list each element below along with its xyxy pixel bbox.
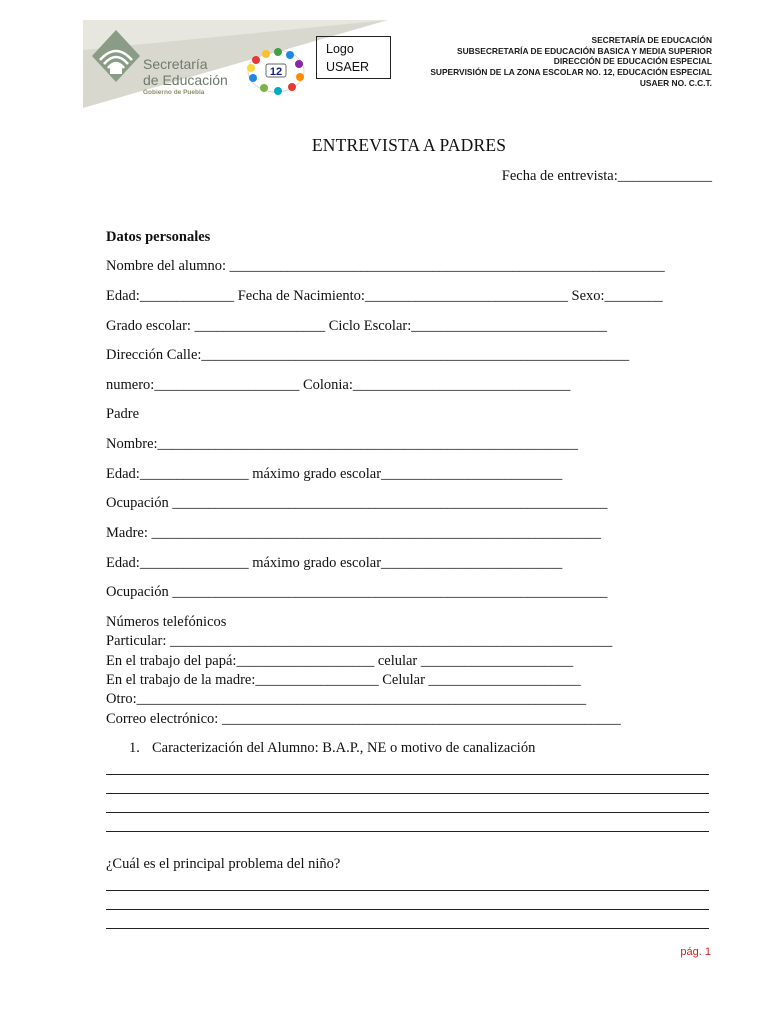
age-birthdate-sex-field[interactable]: Edad:_____________ Fecha de Nacimiento:____________________________ Sexo:________	[106, 288, 663, 304]
father-occupation-field[interactable]: Ocupación ____________________________________________________________	[106, 495, 608, 511]
sep-gov: Gobierno de Puebla	[143, 89, 205, 96]
document-title: ENTREVISTA A PADRES	[311, 135, 507, 155]
mother-age-education-field[interactable]: Edad:_______________ máximo grado escolar_________________________	[106, 555, 563, 571]
question-2-text: ¿Cuál es el principal problema del niño?	[106, 856, 341, 872]
answer-line[interactable]	[106, 890, 709, 891]
answer-line[interactable]	[106, 793, 709, 794]
number-colony-field[interactable]: numero:____________________ Colonia:______________________________	[106, 377, 571, 393]
email-field[interactable]: Correo electrónico: _______________________________________________________	[106, 711, 621, 727]
grade-cycle-field[interactable]: Grado escolar: __________________ Ciclo Escolar:___________________________	[106, 318, 607, 334]
answer-line[interactable]	[106, 831, 709, 832]
page-number: pág. 1	[680, 946, 711, 958]
institution-line: SUBSECRETARÍA DE EDUCACIÓN BASICA Y MEDIA SUPERIOR	[457, 45, 712, 56]
zone-logo-number: 12	[269, 66, 283, 78]
other-phone-field[interactable]: Otro:______________________________________________________________	[106, 691, 587, 707]
mother-work-phone-field[interactable]: En el trabajo de la madre:_________________ Celular _____________________	[106, 672, 581, 688]
answer-line[interactable]	[106, 909, 709, 910]
question-1-text: Caracterización del Alumno: B.A.P., NE o motivo de canalización	[152, 740, 536, 756]
institution-block	[430, 35, 712, 89]
logo-usaer-placeholder	[316, 36, 391, 79]
father-label: Padre	[106, 406, 140, 422]
logo-box-line1: Logo	[326, 42, 354, 56]
father-name-field[interactable]: Nombre:__________________________________________________________	[106, 436, 579, 452]
sep-name-line1: Secretaría	[143, 56, 208, 72]
section-title: Datos personales	[106, 229, 211, 245]
answer-line[interactable]	[106, 812, 709, 813]
father-age-education-field[interactable]: Edad:_______________ máximo grado escolar_________________________	[106, 466, 563, 482]
mother-name-field[interactable]: Madre: ______________________________________________________________	[106, 525, 601, 541]
logo-box-line2: USAER	[326, 60, 370, 74]
sep-emblem-icon	[90, 28, 142, 86]
children-circle-icon	[244, 46, 308, 96]
father-work-phone-field[interactable]: En el trabajo del papá:___________________ celular _____________________	[106, 653, 574, 669]
answer-line[interactable]	[106, 928, 709, 929]
zone-logo	[244, 46, 308, 101]
institution-line: DIRECCIÓN DE EDUCACIÓN ESPECIAL	[553, 56, 712, 67]
sep-name-line2: de Educación	[143, 72, 228, 88]
institution-line: SUPERVISIÓN DE LA ZONA ESCOLAR NO. 12, EDUCACIÓN ESPECIAL	[430, 67, 712, 78]
institution-line: SECRETARÍA DE EDUCACIÓN	[591, 35, 712, 45]
mother-occupation-field[interactable]: Ocupación ____________________________________________________________	[106, 584, 608, 600]
phones-label: Números telefónicos	[106, 614, 227, 630]
sep-logo	[90, 28, 142, 91]
answer-line[interactable]	[106, 774, 709, 775]
student-name-field[interactable]: Nombre del alumno: ____________________________________________________________	[106, 258, 665, 274]
sep-logo-text	[143, 56, 228, 98]
institution-line: USAER NO. C.C.T.	[639, 77, 712, 88]
interview-date-field[interactable]: Fecha de entrevista:_____________	[501, 168, 712, 184]
home-phone-field[interactable]: Particular: _____________________________________________________________	[106, 633, 613, 649]
question-1-number: 1.	[129, 740, 140, 756]
address-street-field[interactable]: Dirección Calle:___________________________________________________________	[106, 347, 630, 363]
